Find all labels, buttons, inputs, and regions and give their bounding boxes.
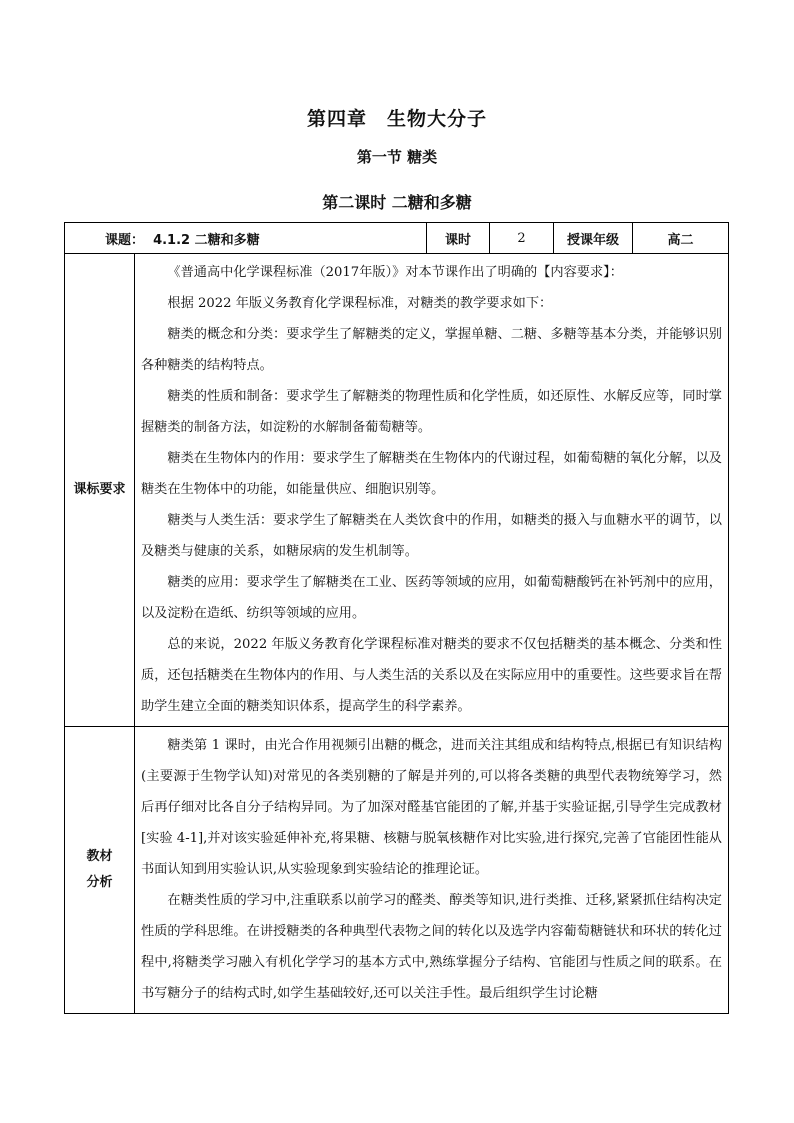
analysis-label <box>65 727 135 1014</box>
standards-paragraph: 总的来说，2022 年版义务教育化学课程标准对糖类的要求不仅包括糖类的基本概念、分类和性质，还包括糖类在生物体内的作用、与人类生活的关系以及在实际应用中的重要性。这些要求旨在帮助学生建立全面的糖类知识体系，提高学生的科学素养。 <box>141 637 722 714</box>
hours-value: 2 <box>490 223 554 254</box>
info-row <box>65 223 729 254</box>
standards-paragraph: 糖类的概念和分类：要求学生了解糖类的定义，掌握单糖、二糖、多糖等基本分类，并能够识别各种糖类的结构特点。 <box>141 327 722 373</box>
standards-paragraph: 糖类的性质和制备：要求学生了解糖类的物理性质和化学性质，如还原性、水解反应等，同时掌握糖类的制备方法，如淀粉的水解制备葡萄糖等。 <box>141 389 722 435</box>
topic-label: 课题： <box>105 232 145 248</box>
standards-paragraph: 《普通高中化学课程标准（2017年版）》对本节课作出了明确的【内容要求】： <box>167 265 623 280</box>
standards-row <box>65 254 729 727</box>
grade-value: 高二 <box>633 223 729 254</box>
lesson-plan-table <box>64 222 729 1014</box>
analysis-content <box>135 727 729 1014</box>
standards-paragraph: 糖类的应用：要求学生了解糖类在工业、医药等领域的应用，如葡萄糖酸钙在补钙剂中的应用，以及淀粉在造纸、纺织等领域的应用。 <box>141 575 722 621</box>
standards-paragraph: 糖类在生物体内的作用：要求学生了解糖类在生物体内的代谢过程，如葡萄糖的氧化分解，以及糖类在生物体中的功能，如能量供应、细胞识别等。 <box>141 451 722 497</box>
lesson-title: 第二课时 二糖和多糖 <box>322 193 472 212</box>
chapter-title: 第四章 生物大分子 <box>306 108 487 130</box>
grade-label: 授课年级 <box>554 223 633 254</box>
standards-paragraph: 糖类与人类生活：要求学生了解糖类在人类饮食中的作用，如糖类的摄入与血糖水平的调节，以及糖类与健康的关系，如糖尿病的发生机制等。 <box>141 513 722 559</box>
analysis-label-line: 教材 <box>86 849 113 864</box>
standards-paragraph: 根据 2022 年版义务教育化学课程标准，对糖类的教学要求如下： <box>167 296 553 311</box>
analysis-label-line: 分析 <box>86 875 113 890</box>
analysis-paragraph: 在糖类性质的学习中,注重联系以前学习的醛类、醇类等知识,进行类推、迁移,紧紧抓住结构决定性质的学科思维。在讲授糖类的各种典型代表物之间的转化以及选学内容葡萄糖链状和环状的转化过程中,将糖类学习融入有机化学学习的基本方式中,熟练掌握分子结构、官能团与性质之间的联系。在书写糖分子的结构式时,如学生基础较好,还可以关注手性。最后组织学生讨论糖 <box>141 893 722 1001</box>
standards-content <box>135 254 729 727</box>
section-title: 第一节 糖类 <box>356 148 438 166</box>
hours-label: 课时 <box>427 223 490 254</box>
analysis-row <box>65 727 729 1014</box>
standards-label: 课标要求 <box>65 254 135 727</box>
topic-value: 4.1.2 二糖和多糖 <box>153 232 260 248</box>
analysis-paragraph: 糖类第 1 课时，由光合作用视频引出糖的概念，进而关注其组成和结构特点,根据已有知识结构(主要源于生物学认知)对常见的各类别糖的了解是并列的,可以将各类糖的典型代表物统筹学习，然后再仔细对比各自分子结构异同。为了加深对醛基官能团的了解,并基于实验证据,引导学生完成教材[实验 4-1],并对该实验延伸补充,将果糖、核糖与脱氧核糖作对比实验,进行探究,完善了官能团性能从书面认知到用实验认识,从实验现象到实验结论的推理论证。 <box>141 738 722 877</box>
topic-cell <box>65 223 427 254</box>
